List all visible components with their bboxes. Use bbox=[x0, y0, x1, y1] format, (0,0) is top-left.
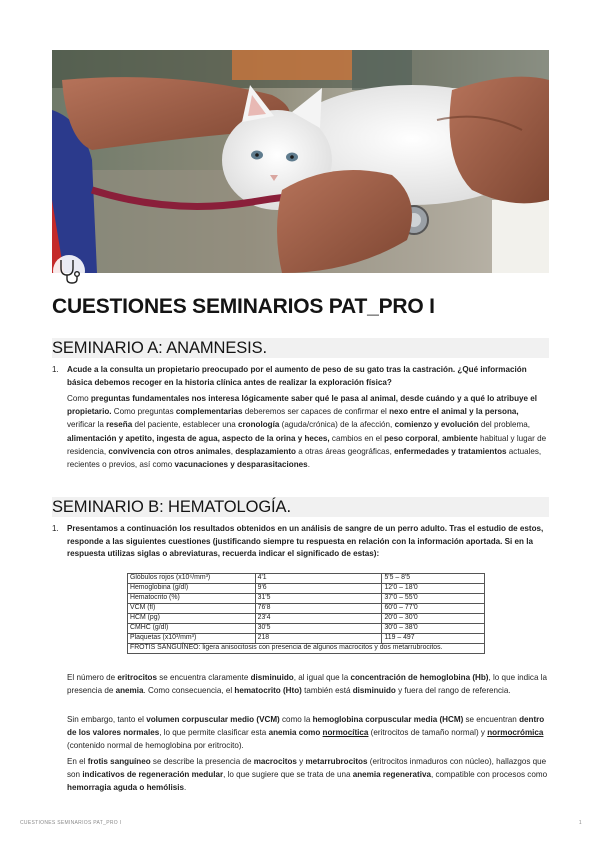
table-row bbox=[128, 594, 485, 604]
answer-text-segment: hemoglobina corpuscular media (HCM) bbox=[312, 715, 464, 724]
answer-text-segment: anemia como bbox=[268, 728, 323, 738]
answer-text-segment: se describe la presencia de bbox=[150, 757, 254, 766]
answer-text-segment: convivencia con otros animales bbox=[108, 446, 231, 456]
answer-b1-paragraph bbox=[67, 755, 549, 795]
table-row bbox=[128, 604, 485, 614]
table-row bbox=[128, 624, 485, 634]
answer-text-segment: , al igual que la bbox=[293, 673, 351, 682]
parameter-cell: Hemoglobina (g/dl) bbox=[128, 584, 256, 594]
answer-text-segment: disminuido bbox=[352, 686, 396, 696]
answer-a1 bbox=[67, 392, 549, 471]
header-image bbox=[52, 50, 549, 273]
answer-text-segment: concentración de hemoglobina (Hb) bbox=[350, 673, 489, 682]
answer-text-segment: dentro de los valores normales bbox=[67, 715, 545, 738]
section-heading-seminario-a: SEMINARIO A: ANAMNESIS. bbox=[52, 338, 549, 358]
answer-text-segment: hemorragia aguda o hemólisis bbox=[67, 783, 184, 793]
answer-text-segment: metarrubrocitos bbox=[305, 757, 368, 766]
parameter-cell: CMHC (g/dl) bbox=[128, 624, 256, 634]
answer-text-segment: frotis sanguíneo bbox=[87, 757, 151, 766]
answer-text-segment: , lo que sugiere que se trata de una bbox=[223, 770, 353, 780]
answer-text-segment: (aguda/crónica) de la afección, bbox=[279, 420, 395, 430]
answer-text-segment: Sin embargo, tanto el bbox=[67, 715, 147, 724]
answer-text-segment: habitual y lugar de residencia, bbox=[67, 433, 547, 456]
answer-text-segment: macrocitos bbox=[253, 757, 297, 766]
table-row bbox=[128, 644, 485, 654]
question-number: 1. bbox=[52, 524, 59, 533]
stethoscope-icon bbox=[52, 254, 86, 288]
reference-range-cell: 60'0 – 77'0 bbox=[382, 604, 485, 614]
answer-text-segment: volumen corpuscular medio (VCM) bbox=[146, 715, 280, 724]
answer-text-segment: y fuera del rango de referencia. bbox=[395, 686, 511, 696]
answer-text-segment: desplazamiento bbox=[235, 446, 296, 456]
answer-text-segment: como la bbox=[279, 715, 313, 724]
answer-text-segment: a otras áreas geográficas, bbox=[295, 446, 395, 456]
question-number: 1. bbox=[52, 365, 59, 374]
page-number: 1 bbox=[578, 820, 582, 826]
section-heading-seminario-b: SEMINARIO B: HEMATOLOGÍA. bbox=[52, 497, 549, 517]
answer-text-segment: peso corporal bbox=[384, 433, 438, 443]
reference-range-cell: 20'0 – 30'0 bbox=[382, 614, 485, 624]
answer-text-segment: del problema, bbox=[478, 420, 530, 430]
answer-text-segment: hematocrito (Hto) bbox=[234, 686, 302, 696]
answer-text-segment: ambiente bbox=[442, 433, 478, 443]
smear-note-cell: FROTIS SANGUÍNEO: ligera anisocitosis con presencia de algunos macrocitos y dos metarrubrocitos. bbox=[128, 644, 485, 654]
answer-text-segment: , bbox=[437, 433, 443, 443]
answer-text-segment: del paciente, establecer una bbox=[132, 420, 238, 430]
answer-text-segment: normocrómica bbox=[487, 728, 544, 738]
answer-text-segment: cambios en el bbox=[329, 433, 385, 443]
answer-b1-paragraph bbox=[67, 713, 549, 753]
table-row bbox=[128, 634, 485, 644]
answer-text-segment: enfermedades y tratamientos bbox=[394, 446, 507, 456]
answer-b1-paragraph bbox=[67, 671, 549, 697]
answer-text-segment: deberemos ser capaces de confirmar el bbox=[242, 407, 390, 417]
question-text: Acude a la consulta un propietario preocupado por el aumento de peso de su gato tras la castración. ¿Qué información básica debemos recoger en la historia clínica antes de realizar la exploración física? bbox=[67, 365, 527, 387]
answer-text-segment: preguntas fundamentales nos interesa lógicamente saber qué le pasa al animal, desde cuándo y a qué lo atribuye el propietario. bbox=[67, 394, 538, 417]
question-b1 bbox=[52, 523, 549, 561]
answer-text-segment: En el bbox=[67, 757, 88, 766]
table-row bbox=[128, 614, 485, 624]
parameter-cell: Hematocrito (%) bbox=[128, 594, 256, 604]
table-row bbox=[128, 574, 485, 584]
answer-text-segment: también está bbox=[301, 686, 353, 696]
footer-doc-title: CUESTIONES SEMINARIOS PAT_PRO I bbox=[20, 820, 122, 826]
answer-text-segment: verificar la bbox=[67, 420, 107, 430]
answer-text-segment: . bbox=[183, 783, 187, 793]
answer-text-segment: se encuentran bbox=[463, 715, 520, 724]
answer-text-segment: Como preguntas bbox=[111, 407, 176, 417]
kitten-exam-photo bbox=[52, 50, 549, 273]
answer-text-segment: El número de bbox=[67, 673, 118, 682]
answer-text-segment: . Como consecuencia, el bbox=[143, 686, 235, 696]
answer-text-segment: reseña bbox=[106, 420, 133, 430]
answer-text-segment: normocítica bbox=[322, 728, 369, 738]
answer-text-segment: , lo que permite clasificar esta bbox=[159, 728, 269, 738]
question-text: Presentamos a continuación los resultados obtenidos en un análisis de sangre de un perro adulto. Tras el estudio de estos, responde a las siguientes cuestiones (justificando siempre tu respuesta en relación con la información aportada. Si en la respuesta utilizas siglas o abreviaturas, recuerda indicar el significado de estas): bbox=[67, 524, 544, 559]
parameter-cell: Plaquetas (x10³/mm³) bbox=[128, 634, 256, 644]
result-cell: 31'5 bbox=[255, 594, 382, 604]
result-cell: 30'5 bbox=[255, 624, 382, 634]
answer-text-segment: Como bbox=[67, 394, 91, 403]
reference-range-cell: 119 – 497 bbox=[382, 634, 485, 644]
answer-text-segment: nexo entre el animal y la persona, bbox=[389, 407, 519, 417]
result-cell: 76'8 bbox=[255, 604, 382, 614]
answer-text-segment: anemia regenerativa bbox=[352, 770, 431, 780]
answer-text-segment: comienzo y evolución bbox=[394, 420, 479, 430]
answer-text-segment: se encuentra claramente bbox=[156, 673, 251, 682]
table-row bbox=[128, 584, 485, 594]
reference-range-cell: 37'0 – 55'0 bbox=[382, 594, 485, 604]
answer-text-segment: (contenido normal de hemoglobina por eritrocito). bbox=[67, 741, 244, 751]
question-a1 bbox=[52, 364, 549, 389]
answer-text-segment: anemia bbox=[115, 686, 144, 696]
lab-results-table bbox=[127, 573, 485, 654]
result-cell: 4'1 bbox=[255, 574, 382, 584]
answer-text-segment: , bbox=[230, 446, 236, 456]
answer-text-segment: (eritrocitos inmaduros con núcleo), hallazgos que son bbox=[67, 757, 547, 780]
result-cell: 23'4 bbox=[255, 614, 382, 624]
reference-range-cell: 30'0 – 38'0 bbox=[382, 624, 485, 634]
reference-range-cell: 12'0 – 18'0 bbox=[382, 584, 485, 594]
answer-text-segment: y bbox=[296, 757, 306, 766]
answer-text-segment: (eritrocitos de tamaño normal) y bbox=[368, 728, 488, 738]
answer-text-segment: indicativos de regeneración medular bbox=[82, 770, 224, 780]
answer-text-segment: complementarias bbox=[175, 407, 243, 417]
result-cell: 218 bbox=[255, 634, 382, 644]
answer-text-segment: vacunaciones y desparasitaciones bbox=[174, 460, 308, 470]
reference-range-cell: 5'5 – 8'5 bbox=[382, 574, 485, 584]
answer-text-segment: eritrocitos bbox=[117, 673, 157, 682]
parameter-cell: HCM (pg) bbox=[128, 614, 256, 624]
parameter-cell: VCM (fl) bbox=[128, 604, 256, 614]
parameter-cell: Glóbulos rojos (x10⁶/mm³) bbox=[128, 574, 256, 584]
answer-text-segment: alimentación y apetito, ingesta de agua, aspecto de la orina y heces, bbox=[67, 433, 330, 443]
answer-text-segment: cronología bbox=[238, 420, 280, 430]
answer-text-segment: , compatible con procesos como bbox=[431, 770, 548, 780]
result-cell: 9'6 bbox=[255, 584, 382, 594]
answer-text-segment: . bbox=[307, 460, 310, 470]
answer-text-segment: , lo que indica la presencia de bbox=[67, 673, 548, 696]
answer-text-segment: disminuido bbox=[250, 673, 294, 682]
page-title: CUESTIONES SEMINARIOS PAT_PRO I bbox=[52, 295, 435, 318]
answer-text-segment: actuales, recientes o previos, así como bbox=[67, 446, 542, 470]
